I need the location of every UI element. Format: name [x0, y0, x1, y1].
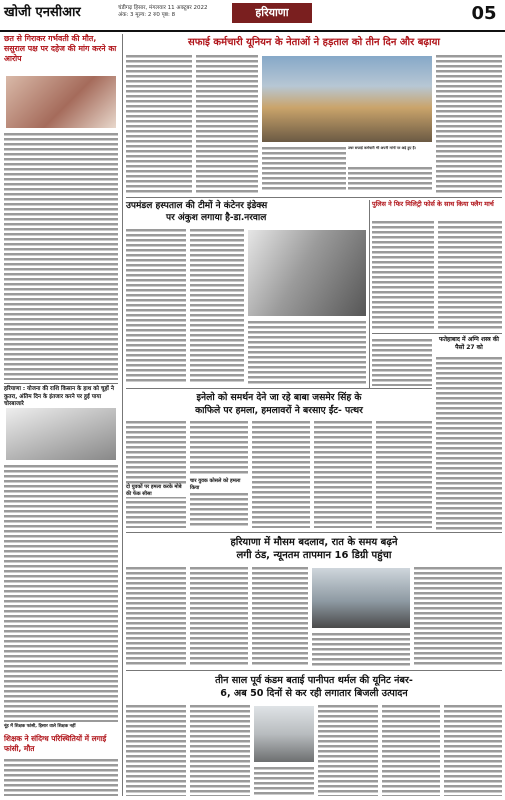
fatehabad-body	[436, 356, 502, 530]
thermal-headline-line2: 6, अब 50 दिनों से कर रही लगातार बिजली उत्पादन	[220, 688, 408, 699]
thermal-body-col5	[382, 704, 440, 796]
inelo-body-col3	[252, 420, 310, 528]
story1-headline: छत से गिराकर गर्भवती की मौत, ससुराल पक्ष पर दहेज की मांग करने का आरोप	[4, 34, 117, 63]
inelo-subhead-2: दो युवकों पर हमला करके मोबे की फेंक सीसा	[126, 484, 186, 497]
story3-kicker: नूंह में शिक्षक फांसी, हिसार वाले शिक्षक नहीं	[4, 724, 76, 729]
dateline	[118, 5, 228, 19]
protest-photo	[262, 56, 432, 142]
inelo-headline-line1: इनेलो को समर्थन देने जा रहे बाबा जसमेर सिंह के	[196, 392, 362, 403]
weather-body-col2	[190, 566, 248, 666]
dateline-edition: अंक: 3 मूल्य: 2 रु0 पृष्ठ: 8	[118, 12, 176, 18]
inelo-headline-line2: काफिले पर हमला, हमलावरों ने बरसाए ईंट- पत्थर	[195, 404, 363, 416]
thermal-body-col4	[318, 704, 378, 796]
dateline-date: चंडीगढ़ हिसार, मंगलवार 11 अक्टूबर 2022	[118, 5, 208, 11]
hospital-photo	[248, 230, 366, 316]
police-body-col2	[438, 220, 502, 330]
thermal-body-col2	[190, 704, 250, 796]
police-body-col3	[372, 338, 432, 386]
thermal-headline-line1: तीन साल पूर्व कंडम बताई पानीपत थर्मल की यूनिट नंबर-	[215, 675, 413, 686]
masthead-rule	[0, 30, 505, 32]
inelo-body-col4	[314, 420, 372, 528]
story2-headline: हरियाणा : योजना की राशि किसान के हाथ को चूहों ने कुतरा, अंतिम दिन के इंतजार करने पर हुई पाया चोरबाजारे	[4, 386, 114, 407]
divider	[126, 532, 502, 533]
thermal-headline	[126, 674, 502, 700]
weather-body-col4	[312, 632, 410, 666]
page-number: 05	[464, 1, 504, 27]
story3-headline: शिक्षक ने संदिग्ध परिस्थितियों में लगाई फांसी, मौत	[4, 734, 107, 753]
masthead	[0, 0, 505, 30]
hospital-body-col1	[126, 228, 186, 384]
police-body-col1	[372, 220, 434, 330]
protest-caption: उधर सफाई कर्मचारी भी अपनी मांगों पर अड़े हुए हैं।	[348, 146, 416, 150]
top-body-col2	[196, 54, 258, 194]
top-body-col1	[126, 54, 192, 194]
thermal-body-col6	[444, 704, 502, 796]
feet-photo	[6, 408, 116, 460]
hospital-body-col2	[190, 228, 244, 384]
inelo-body-col1	[126, 420, 186, 528]
weather-body-col3	[252, 566, 308, 666]
divider	[126, 670, 502, 671]
weather-headline-line2: लगी ठंड, न्यूनतम तापमान 16 डिग्री पहुंचा	[236, 550, 392, 561]
hospital-headline	[126, 200, 366, 224]
top-body-col5	[436, 54, 502, 194]
top-body-col3	[262, 146, 346, 192]
hospital-body-col3	[248, 320, 366, 384]
story3-body	[4, 758, 118, 796]
thermal-body-col3	[254, 766, 314, 796]
story2-body	[4, 464, 118, 722]
top-headline: सफाई कर्मचारी यूनियन के नेताओं ने हड़ताल को तीन दिन और बढ़ाया	[187, 37, 441, 48]
inelo-subhead-1: चार युवक कोसले को हमला किया	[190, 478, 241, 491]
left-column	[2, 34, 120, 796]
police-headline: पुलिस ने फिर मिलिट्री फोर्स के साथ किया फ्लैग मार्च	[372, 200, 494, 208]
divider	[126, 388, 432, 389]
column-divider	[122, 34, 123, 796]
fatehabad-headline: फतेहाबाद में अग्नि शस्त्र की पैसों 27 को	[439, 336, 499, 351]
divider	[372, 333, 502, 334]
hospital-headline-line1: उपमंडल हस्पताल की टीमों ने कंटेनर इंडेक्स	[126, 201, 268, 211]
column-divider	[369, 200, 370, 388]
brand-logo: खोजी एनसीआर	[4, 5, 81, 20]
hospital-headline-line2: पर अंकुश लगाया है-डा.नरवाल	[166, 213, 267, 223]
story1-body	[4, 132, 118, 380]
weather-photo	[312, 568, 410, 628]
inelo-body-col2	[190, 420, 248, 476]
divider	[4, 383, 118, 384]
thermal-plant-photo	[254, 706, 314, 762]
weather-body-col1	[126, 566, 186, 666]
weather-headline-line1: हरियाणा में मौसम बदलाव, रात के समय बढ़ने	[230, 537, 398, 548]
section-title: हरियाणा	[232, 3, 312, 23]
top-body-col4	[348, 166, 432, 192]
divider	[126, 197, 502, 198]
weather-headline	[126, 536, 502, 562]
inelo-body-col2b	[190, 492, 248, 528]
weather-body-col5	[414, 566, 502, 666]
inelo-headline	[126, 392, 432, 417]
thermal-body-col1	[126, 704, 186, 796]
inelo-body-col5	[376, 420, 432, 528]
woman-photo	[6, 76, 116, 128]
